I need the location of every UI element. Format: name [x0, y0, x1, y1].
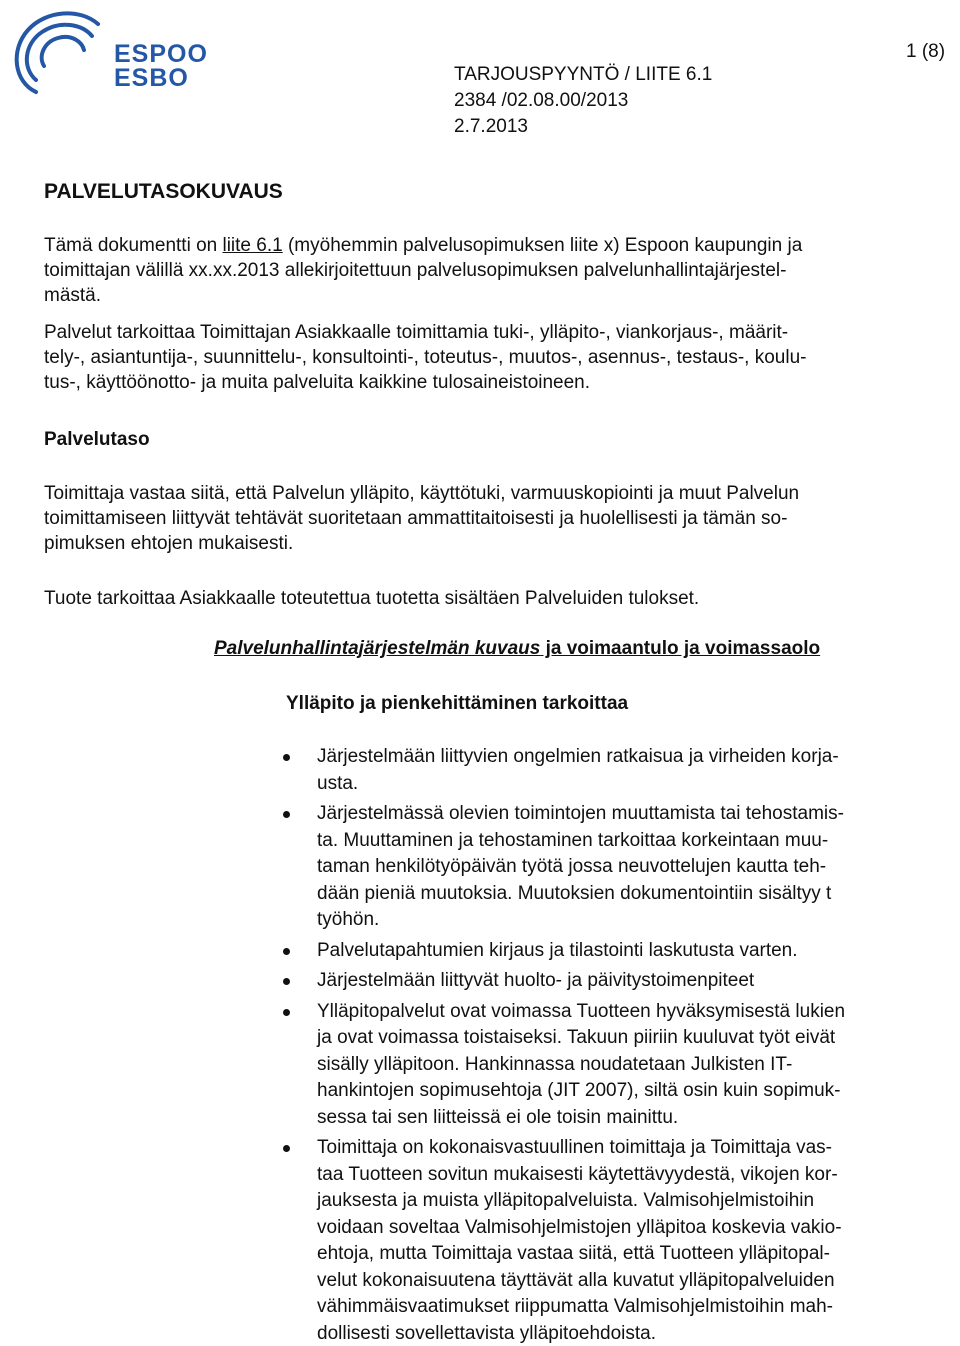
list-item-line: ja ovat voimassa toistaiseksi. Takuun piiriin kuuluvat työt eivät — [317, 1027, 836, 1048]
section-title-italic: Palvelunhallintajärjestelmän kuvaus — [214, 638, 541, 659]
bullet-icon — [283, 1145, 290, 1152]
product-paragraph — [44, 586, 954, 611]
bullet-icon — [283, 754, 290, 761]
section-title-rest: ja voimaantulo ja voimassaolo — [540, 638, 821, 659]
list-item-line: dollisesti sovellettavista ylläpitoehdoista. — [317, 1322, 657, 1344]
list-item-line: vähimmäisvaatimukset riippumatta Valmisohjelmistoihin mah- — [317, 1296, 833, 1317]
list-item-line: taa Tuotteen sovitun mukaisesti käytettävyydestä, vikojen kor- — [317, 1163, 838, 1185]
bullet-icon — [283, 978, 290, 985]
services-paragraph — [44, 320, 954, 395]
list-item-line: taman henkilötyöpäivän työtä jossa neuvottelujen kautta teh- — [317, 856, 827, 877]
text-line: toimittamiseen liittyvät tehtävät suoritetaan ammattitaitoisesti ja huolellisesti ja tämän so- — [44, 508, 788, 529]
list-item-line: ehtoja, mutta Toimittaja vastaa siitä, että Tuotteen ylläpitopal- — [317, 1243, 830, 1264]
list-item-line: Palvelutapahtumien kirjaus ja tilastointi laskutusta varten. — [317, 939, 798, 961]
palvelutaso-heading: Palvelutaso — [44, 429, 150, 450]
list-item-line: Järjestelmään liittyvien ongelmien ratkaisua ja virheiden korja- — [317, 746, 839, 767]
palvelutaso-paragraph — [44, 481, 954, 556]
text-line: Palvelut tarkoittaa Toimittajan Asiakkaalle toimittamia tuki-, ylläpito-, viankorjaus-, määrit- — [44, 322, 789, 343]
list-item-line: jauksesta ja muista ylläpitopalveluista. Valmisohjelmistoihin — [317, 1190, 815, 1211]
text-line: Tuote tarkoittaa Asiakkaalle toteutettua tuotetta sisältäen Palveluiden tulokset. — [44, 588, 700, 609]
text-line: Toimittaja vastaa siitä, että Palvelun ylläpito, käyttötuki, varmuuskopiointi ja muut Palvelun — [44, 483, 800, 504]
intro-text: Tämä dokumentti on — [44, 235, 223, 256]
text-line: tely-, asiantuntija-, suunnittelu-, konsultointi-, toteutus-, muutos-, asennus-, testaus-, koulu- — [44, 347, 807, 368]
bullet-icon — [283, 1009, 290, 1016]
page-number: 1 (8) — [906, 41, 946, 62]
attachment-link[interactable]: liite 6.1 — [222, 235, 283, 256]
intro-line-1 — [44, 233, 954, 258]
list-item-line: usta. — [317, 772, 359, 794]
text-line: tus-, käyttöönotto- ja muita palveluita kaikkine tulosaineistoineen. — [44, 372, 591, 393]
logo-line-espoo: ESPOO — [114, 40, 208, 68]
list-item-line: hankintojen sopimusehtoja (JIT 2007), siltä osin kuin sopimuk- — [317, 1080, 841, 1101]
bullet-icon — [283, 811, 290, 818]
list-item-line: Toimittaja on kokonaisvastuullinen toimittaja ja Toimittaja vas- — [317, 1137, 833, 1158]
maintenance-subheading: Ylläpito ja pienkehittäminen tarkoittaa — [286, 693, 629, 714]
intro-text: (myöhemmin palvelusopimuksen liite x) Espoon kaupungin ja — [282, 235, 803, 256]
list-item-line: Järjestelmässä olevien toimintojen muuttamista tai tehostamis- — [317, 803, 844, 824]
espoo-swirl-icon — [6, 4, 116, 100]
intro-line-3: mästä. — [44, 285, 102, 306]
espoo-esbo-logo — [6, 4, 206, 100]
list-item-line: velut kokonaisuutena täyttävät alla kuvatut ylläpitopalveluiden — [317, 1269, 835, 1291]
text-line: pimuksen ehtojen mukaisesti. — [44, 533, 294, 554]
document-reference: TARJOUSPYYNTÖ / LIITE 6.1 — [454, 64, 713, 85]
list-item-line: Ylläpitopalvelut ovat voimassa Tuotteen hyväksymisestä lukien — [317, 1000, 846, 1022]
intro-line-2: toimittajan välillä xx.xx.2013 allekirjoitettuun palvelusopimuksen palvelunhallintajärjestel- — [44, 260, 787, 281]
list-item-line: dään pieniä muutoksia. Muutoksien dokumentointiin sisältyy t — [317, 882, 832, 904]
intro-paragraph — [44, 233, 954, 308]
list-item-line: ta. Muuttaminen ja tehostaminen tarkoittaa korkeintaan muu- — [317, 829, 829, 851]
list-item-line: sessa tai sen liitteissä ei ole toisin mainittu. — [317, 1106, 679, 1128]
page-title: PALVELUTASOKUVAUS — [44, 180, 283, 203]
bullet-icon — [283, 948, 290, 955]
list-item-line: työhön. — [317, 909, 380, 930]
list-item-line: voidaan soveltaa Valmisohjelmistojen ylläpitoa koskevia vakio- — [317, 1216, 842, 1238]
section-title — [214, 638, 820, 660]
document-date: 2.7.2013 — [454, 116, 528, 137]
record-number: 2384 /02.08.00/2013 — [454, 90, 629, 111]
list-item-line: sisälly ylläpitoon. Hankinnassa noudatetaan Julkisten IT- — [317, 1053, 793, 1075]
list-item-line: Järjestelmään liittyvät huolto- ja päivitystoimenpiteet — [317, 970, 755, 991]
logo-line-esbo: ESBO — [114, 64, 189, 92]
